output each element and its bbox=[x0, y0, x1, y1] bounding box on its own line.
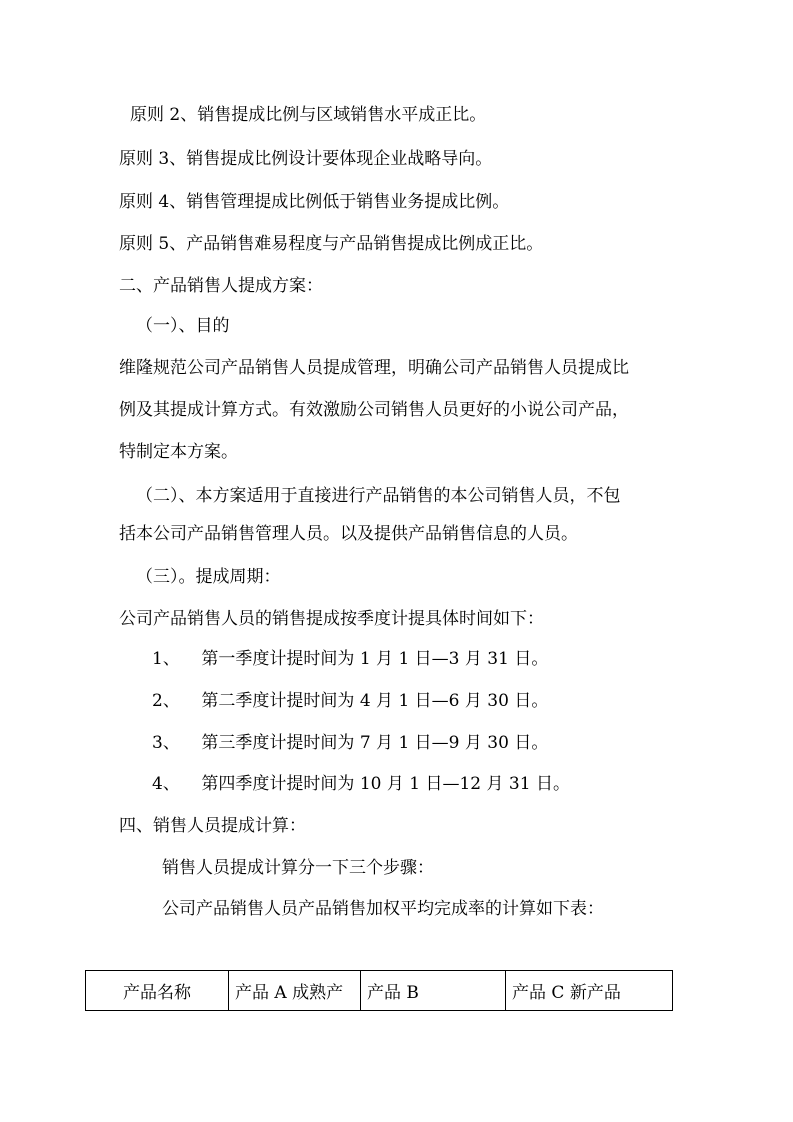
text-line: 公司产品销售人员的销售提成按季度计提具体时间如下： bbox=[119, 609, 544, 629]
text-line: 原则 2、销售提成比例与区域销售水平成正比。 bbox=[130, 105, 487, 125]
list-item: 4、 第四季度计提时间为 10 月 1 日—12 月 31 日。 bbox=[152, 774, 570, 794]
subsection-heading: （一）、目的 bbox=[136, 316, 230, 336]
subsection-heading: （三）。提成周期： bbox=[136, 567, 281, 587]
list-item: 3、 第三季度计提时间为 7 月 1 日—9 月 30 日。 bbox=[152, 733, 549, 753]
text-line: 维隆规范公司产品销售人员提成管理，明确公司产品销售人员提成比 bbox=[119, 358, 629, 378]
list-item: 2、 第二季度计提时间为 4 月 1 日—6 月 30 日。 bbox=[152, 691, 549, 711]
text-line: 原则 3、销售提成比例设计要体现企业战略导向。 bbox=[119, 149, 493, 169]
section-heading: 四、销售人员提成计算： bbox=[119, 816, 306, 836]
text-line: 公司产品销售人员产品销售加权平均完成率的计算如下表： bbox=[162, 899, 604, 919]
text-line: 例及其提成计算方式。有效激励公司销售人员更好的小说公司产品， bbox=[119, 400, 629, 420]
table-header-cell: 产品名称 bbox=[86, 971, 229, 1011]
list-item: 1、 第一季度计提时间为 1 月 1 日—3 月 31 日。 bbox=[152, 649, 549, 669]
text-line: 特制定本方案。 bbox=[119, 442, 238, 462]
text-line: 原则 4、销售管理提成比例低于销售业务提成比例。 bbox=[119, 192, 510, 212]
text-line: （二）、本方案适用于直接进行产品销售的本公司销售人员，不包 bbox=[136, 486, 621, 506]
text-line: 原则 5、产品销售难易程度与产品销售提成比例成正比。 bbox=[119, 234, 544, 254]
section-heading: 二、产品销售人提成方案： bbox=[119, 276, 323, 296]
table-header-cell: 产品 B bbox=[361, 971, 506, 1011]
text-line: 销售人员提成计算分一下三个步骤： bbox=[162, 858, 434, 878]
table-header-row bbox=[86, 971, 673, 1011]
table-header-cell: 产品 C 新产品 bbox=[506, 971, 673, 1011]
text-line: 括本公司产品销售管理人员。以及提供产品销售信息的人员。 bbox=[119, 524, 578, 544]
product-table bbox=[85, 970, 673, 1011]
table-header-cell: 产品 A 成熟产 bbox=[229, 971, 361, 1011]
